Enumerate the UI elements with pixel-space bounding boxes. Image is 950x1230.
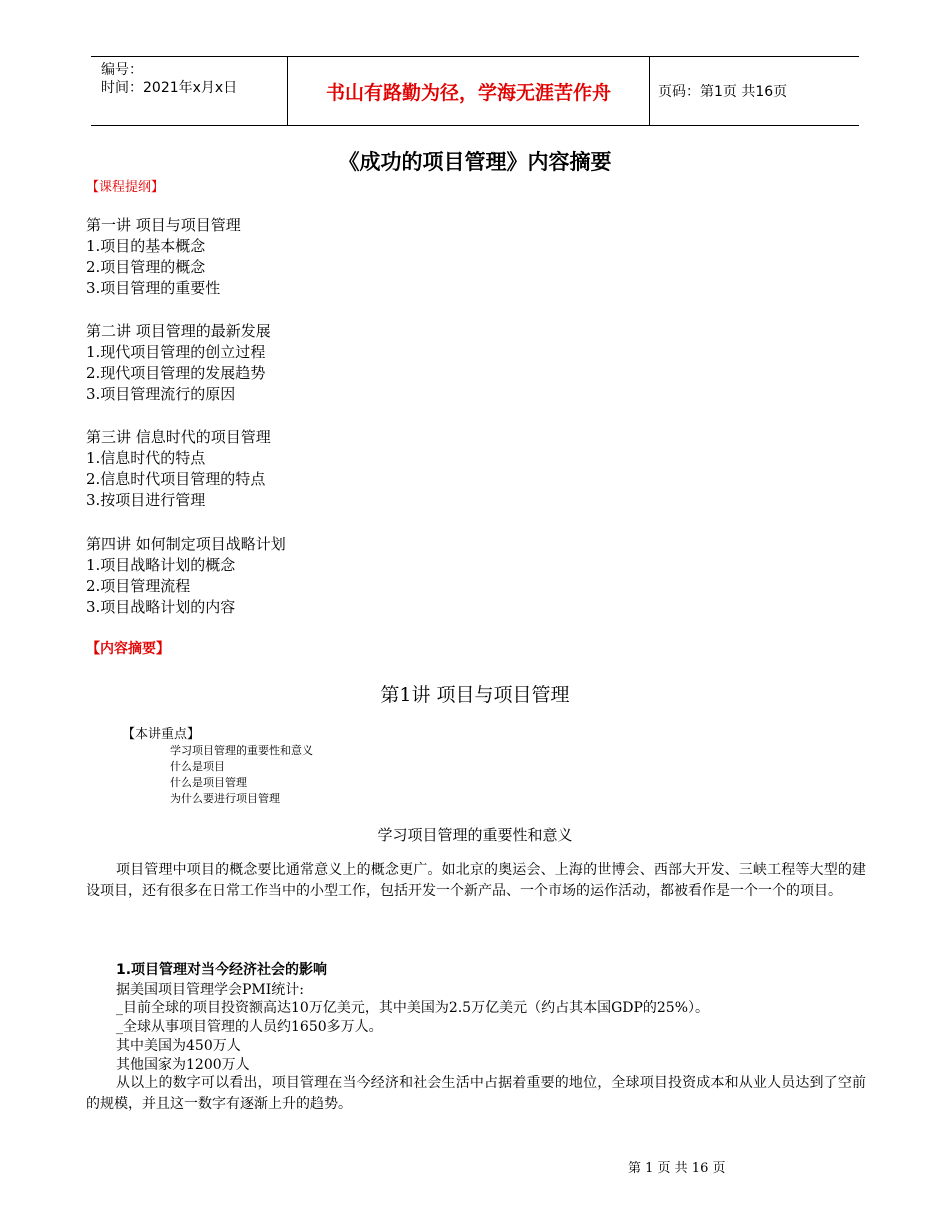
intro-paragraph: 项目管理中项目的概念要比通常意义上的概念更广。如北京的奥运会、上海的世博会、西部大开发、三峡工程等大型的建设项目，还有很多在日常工作当中的小型工作，包括开发一个新产品、一个市场的运作活动，都被看作是一个一个的项目。 [86,862,866,899]
key-point-item: 什么是项目 [170,760,225,773]
outline-heading: 第一讲 项目与项目管理 [86,216,241,234]
closing-paragraph: 从以上的数字可以看出，项目管理在当今经济和社会生活中占据着重要的地位，全球项目投资成本和从业人员达到了空前的规模，并且这一数字有逐渐上升的趋势。 [86,1075,866,1112]
key-points-label: 【本讲重点】 [122,727,201,742]
page-footer: 第 1 页 共 16 页 [628,1161,726,1176]
outline-item: 1.项目战略计划的概念 [86,556,236,574]
outline-item: 2.项目管理的概念 [86,258,206,276]
document-title: 《成功的项目管理》内容摘要 [338,150,612,174]
lecture-title: 第1讲 项目与项目管理 [380,684,570,706]
key-point-item: 为什么要进行项目管理 [170,792,280,805]
outline-item: 3.按项目进行管理 [86,491,206,509]
body-line: _目前全球的项目投资额高达10万亿美元，其中美国为2.5万亿美元（约占其本国GDP的25%）。 [116,1000,710,1016]
outline-item: 3.项目管理流行的原因 [86,385,236,403]
content-summary-label: 【内容摘要】 [86,641,170,657]
outline-item: 2.项目管理流程 [86,577,191,595]
course-outline-label: 【课程提纲】 [86,180,165,195]
document-date: 时间：2021年x月x日 [101,80,238,96]
outline-item: 1.项目的基本概念 [86,237,206,255]
outline-item: 2.信息时代项目管理的特点 [86,470,266,488]
header-info-cell [91,57,287,125]
key-point-item: 学习项目管理的重要性和意义 [170,744,313,757]
outline-item: 1.现代项目管理的创立过程 [86,343,266,361]
outline-item: 2.现代项目管理的发展趋势 [86,364,266,382]
key-point-item: 什么是项目管理 [170,776,247,789]
section-title: 学习项目管理的重要性和意义 [377,826,573,844]
body-line: _全球从事项目管理的人员约1650多万人。 [116,1019,383,1035]
header-motto: 书山有路勤为径，学海无涯苦作舟 [287,57,650,125]
sub-heading: 1.项目管理对当今经济社会的影响 [116,962,328,978]
outline-heading: 第二讲 项目管理的最新发展 [86,322,271,340]
header-page-info: 页码：第1页 共16页 [658,84,788,100]
outline-item: 1.信息时代的特点 [86,449,206,467]
outline-item: 3.项目战略计划的内容 [86,598,236,616]
outline-item: 3.项目管理的重要性 [86,279,221,297]
outline-heading: 第四讲 如何制定项目战略计划 [86,535,286,553]
body-line: 其中美国为450万人 [116,1038,241,1054]
document-number-label: 编号： [101,62,143,78]
body-line: 其他国家为1200万人 [116,1057,250,1073]
outline-heading: 第三讲 信息时代的项目管理 [86,428,271,446]
body-line: 据美国项目管理学会PMI统计: [116,982,305,998]
header-table [91,56,859,126]
